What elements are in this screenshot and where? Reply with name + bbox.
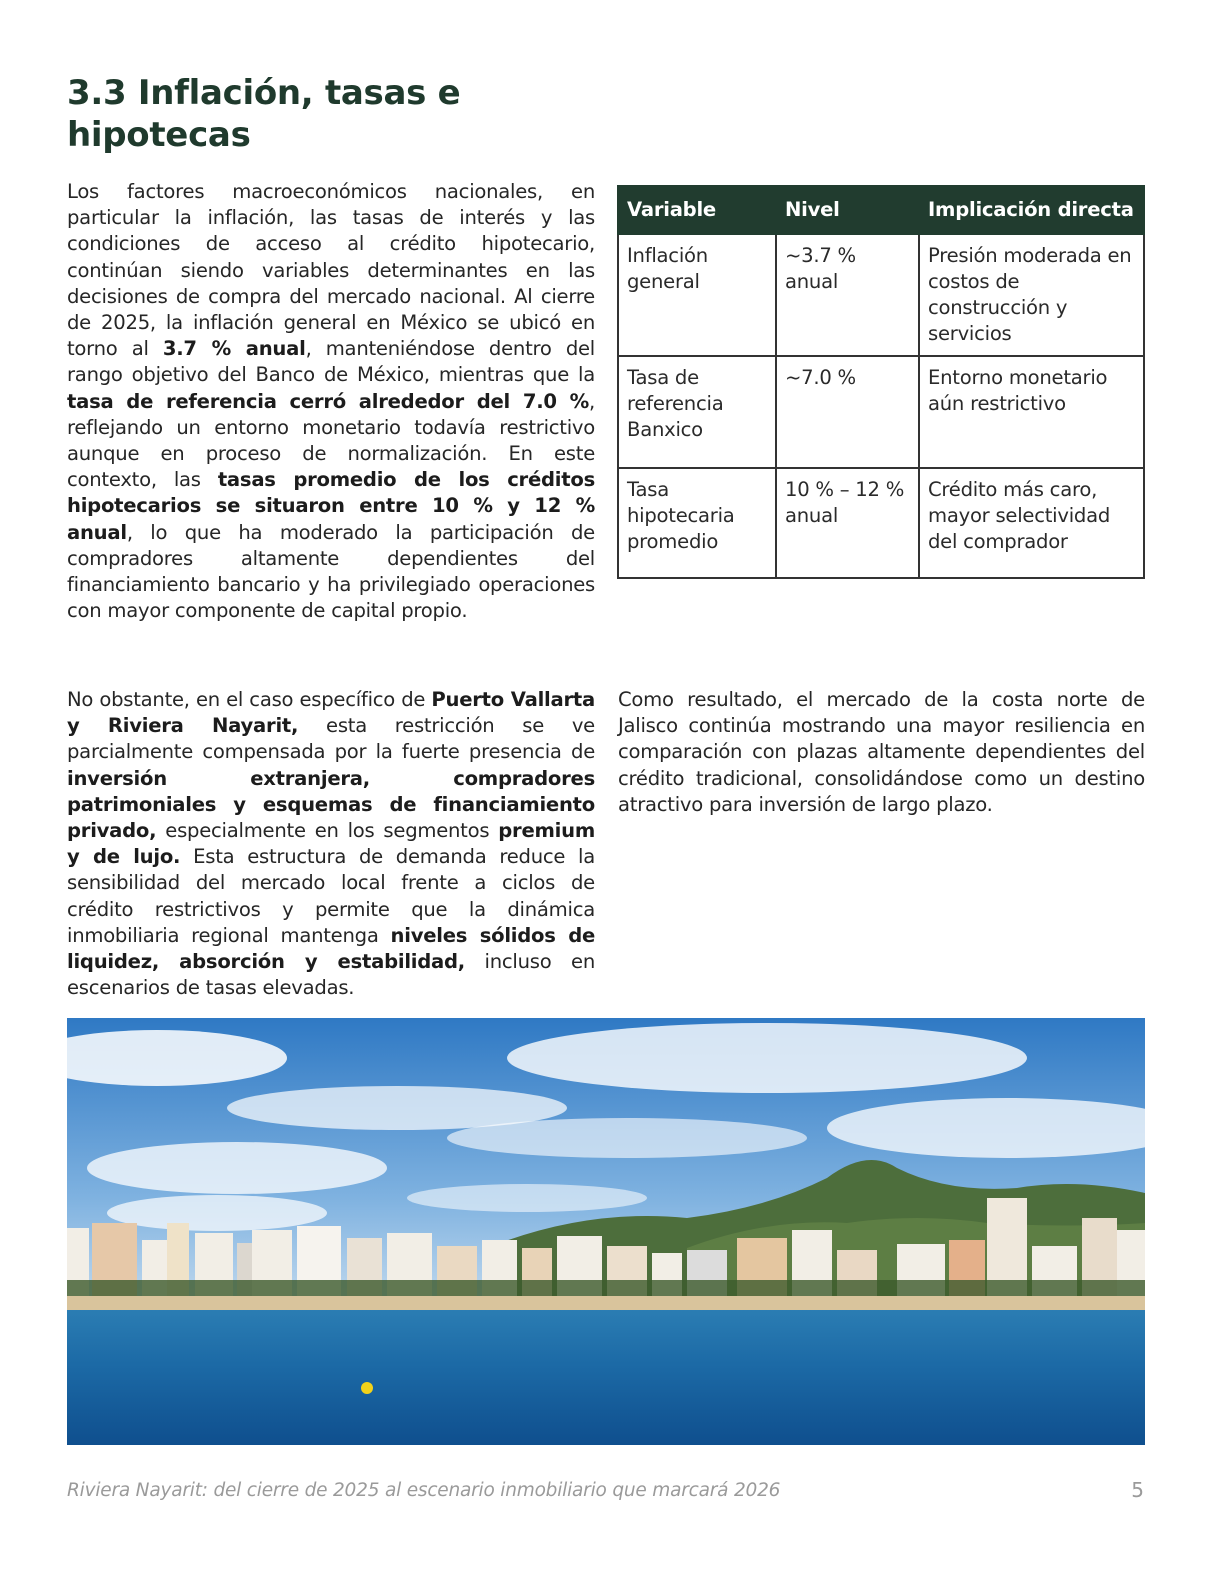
table-cell: ~7.0 % [776, 356, 919, 468]
page-number: 5 [1131, 1478, 1144, 1502]
paragraph-resilience: Como resultado, el mercado de la costa norte de Jalisco continúa mostrando una mayor resiliencia en comparación con plazas altamente dependientes del crédito tradicional, consolidándose como un destino atractivo para inversión de largo plazo. [618, 688, 1145, 816]
table-cell: Inflación general [618, 234, 776, 356]
section-title: 3.3 Inflación, tasas e hipotecas [67, 73, 461, 155]
table-header-row [618, 186, 1144, 234]
paragraph-macroeconomics: Los factores macroeconómicos nacionales, en particular la inflación, las tasas de interés y las condiciones de acceso al crédito hipotecario, continúan siendo variables determinantes en las decisiones de compra del mercado nacional. Al cierre de 2025, la inflación general en México se ubicó en torno al 3.7 % anual, manteniéndose dentro del rango objetivo del Banco de México, mientras que la tasa de referencia cerró alrededor del 7.0 %, reflejando un entorno monetario todavía restrictivo aunque en proceso de normalización. En este contexto, las tasas promedio de los créditos hipotecarios se situaron entre 10 % y 12 % anual, lo que ha moderado la participación de compradores altamente dependientes del financiamiento bancario y ha privilegiado operaciones con mayor componente de capital propio. [67, 180, 595, 623]
table-row [618, 468, 1144, 578]
table-cell: Tasa de referencia Banxico [618, 356, 776, 468]
coastline-photo [67, 1018, 1145, 1445]
header-variable: Variable [618, 186, 776, 234]
table-cell: Entorno monetario aún restrictivo [919, 356, 1144, 468]
header-nivel: Nivel [776, 186, 919, 234]
table-cell: Presión moderada en costos de construcción y servicios [919, 234, 1144, 356]
table-cell: Crédito más caro, mayor selectividad del comprador [919, 468, 1144, 578]
table-cell: Tasa hipotecaria promedio [618, 468, 776, 578]
footer-title: Riviera Nayarit: del cierre de 2025 al escenario inmobiliario que marcará 2026 [67, 1480, 781, 1501]
paragraph-puerto-vallarta: No obstante, en el caso específico de Puerto Vallarta y Riviera Nayarit, esta restricción se ve parcialmente compensada por la fuerte presencia de inversión extranjera, compradores patrimoniales y esquemas de financiamiento privado, especialmente en los segmentos premium y de lujo. Esta estructura de demanda reduce la sensibilidad del mercado local frente a ciclos de crédito restrictivos y permite que la dinámica inmobiliaria regional mantenga niveles sólidos de liquidez, absorción y estabilidad, incluso en escenarios de tasas elevadas. [67, 688, 596, 1000]
table-cell: 10 % – 12 % anual [776, 468, 919, 578]
indicators-table [617, 185, 1145, 579]
header-implicacion: Implicación directa [919, 186, 1144, 234]
table-row [618, 234, 1144, 356]
table-row [618, 356, 1144, 468]
table-cell: ~3.7 % anual [776, 234, 919, 356]
